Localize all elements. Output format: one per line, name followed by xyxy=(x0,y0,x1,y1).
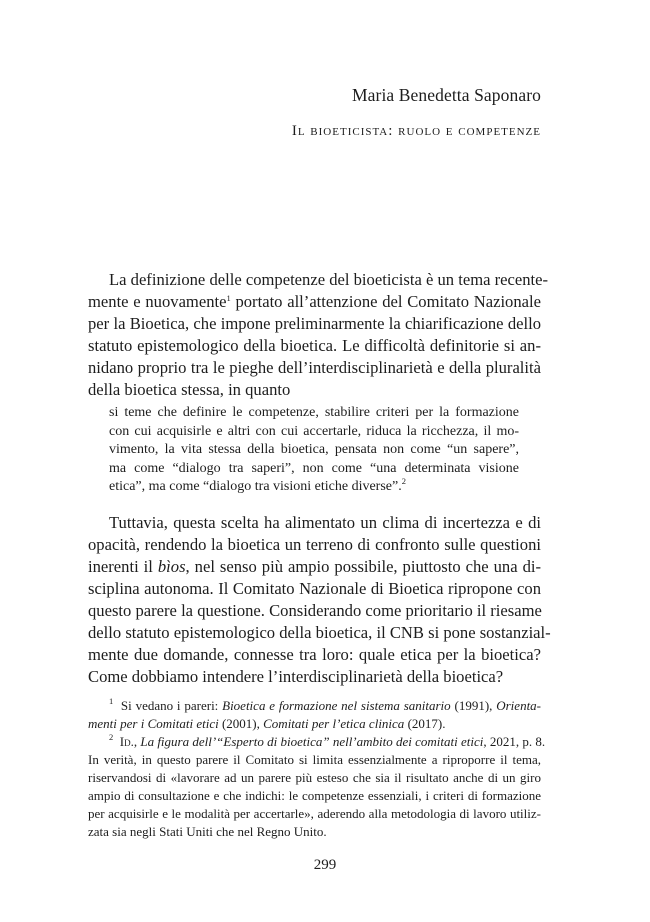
footnote-ref-1[interactable]: 1 xyxy=(226,293,231,303)
text-line: sciplina autonoma. Il Comitato Nazionale di Bioetica ripropone con xyxy=(88,579,541,598)
paragraph-2 xyxy=(88,512,551,688)
text-line: statuto epistemologico della bioetica. Le difficoltà definitorie si an- xyxy=(88,336,541,355)
quote-line: etica”, ma come “dialogo tra visioni etiche diverse”.$^2$ xyxy=(109,476,406,495)
quote-line: ma come “dialogo tra saperi”, non come “una determinata visione xyxy=(109,460,519,476)
block-quote xyxy=(109,404,519,497)
footnote-line: riservandosi di «lavorare ad un parere più esteso che sia il risultato anche di un giro xyxy=(88,770,541,785)
footnote-line: per acquisirle e le modalità per accertarle», aderendo alla metodologia di lavoro utiliz- xyxy=(88,806,541,821)
footnote-1-cont: menti per i Comitati etici (2001), Comitati per l’etica clinica (2017). xyxy=(88,716,446,731)
footnotes xyxy=(88,696,546,841)
text-line: nidano proprio tra le pieghe dell’interdisciplinarietà e della pluralità xyxy=(88,358,541,377)
author-name: Maria Benedetta Saponaro xyxy=(352,85,541,105)
text-line: Tuttavia, questa scelta ha alimentato un clima di incertezza e di xyxy=(109,513,541,532)
italic-term: bìos xyxy=(157,557,186,576)
quote-line: vimento, la vita stessa della bioetica, pensata non come “un sapere”, xyxy=(109,442,519,458)
text-line: mente due domande, connesse tra loro: quale etica per la bioetica? xyxy=(88,645,541,664)
chapter-title: Il bioeticista: ruolo e competenze xyxy=(291,123,541,139)
text-line: dello statuto epistemologico della bioetica, il CNB si pone sostanzial- xyxy=(88,623,551,642)
quote-line: si teme che definire le competenze, stabilire criteri per la formazione xyxy=(109,405,519,420)
text-line: mente e nuovamente$^1$ portato all’attenzione del Comitato Nazionale xyxy=(88,292,541,311)
text-line: Come dobbiamo intendere l’interdisciplinarietà della bioetica? xyxy=(88,667,504,686)
page-number: 299 xyxy=(313,857,337,873)
footnote-line: zata sia negli Stati Uniti che nel Regno Unito. xyxy=(88,824,327,839)
text-line: inerenti il bìos, nel senso più ampio possibile, piuttosto che una di- xyxy=(88,557,542,576)
text-line: questo parere la questione. Considerando come prioritario il riesame xyxy=(88,601,542,620)
text-line: della bioetica stessa, in quanto xyxy=(88,380,291,399)
footnote-1: $^1$ Si vedano i pareri: Bioetica e formazione nel sistema sanitario (1991), Orienta- xyxy=(109,696,542,713)
footnote-2: $^2$ Id., La figura dell’“Esperto di bioetica” nell’ambito dei comitati etici, 2021, p. 8. xyxy=(109,732,546,749)
footnote-ref-2[interactable]: 2 xyxy=(401,476,406,487)
paragraph-1 xyxy=(88,269,549,401)
text-line: opacità, rendendo la bioetica un terreno di confronto sulle questioni xyxy=(88,535,541,554)
text-line: per la Bioetica, che impone preliminarmente la chiarificazione dello xyxy=(88,314,541,333)
footnote-line: ampio di consultazione e che indichi: le competenze essenziali, i criteri di formazione xyxy=(88,788,541,803)
quote-line: con cui acquisirle e altri con cui accertarle, riduca la ricchezza, il mo- xyxy=(109,423,519,439)
text-line: La definizione delle competenze del bioeticista è un tema recente- xyxy=(109,270,549,289)
footnote-line: In verità, in questo parere il Comitato si limita essenzialmente a riproporre il tema, xyxy=(88,752,541,767)
